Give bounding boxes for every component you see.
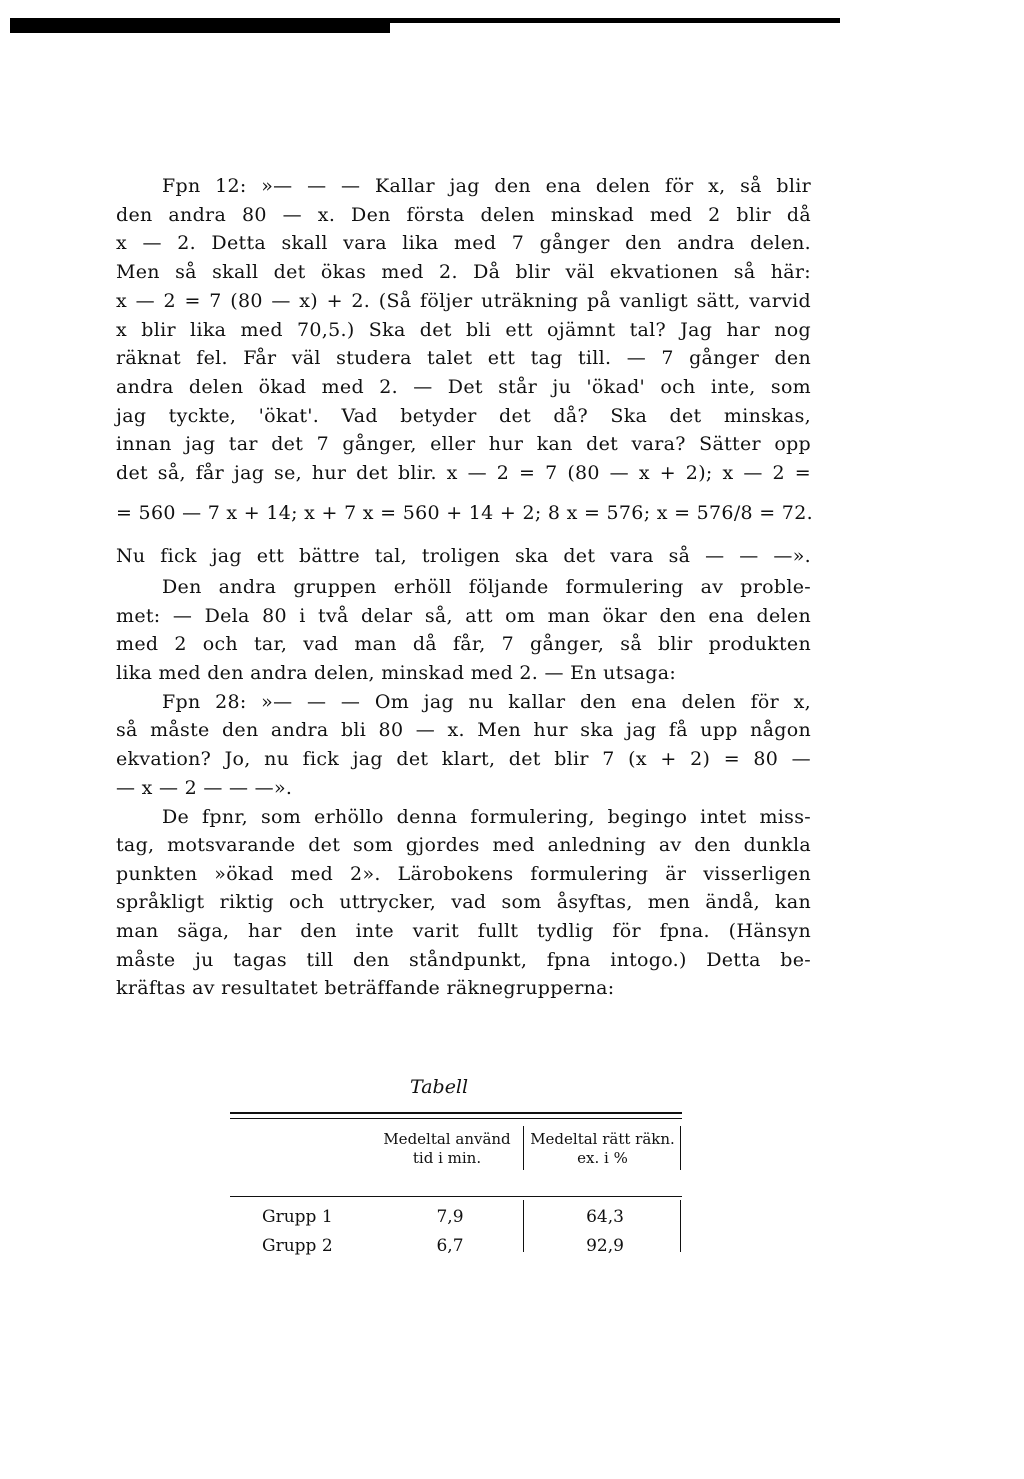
text-line: så måste den andra bli 80 — x. Men hur ska jag få upp någon	[116, 719, 811, 741]
text-line: med 2 och tar, vad man då får, 7 gånger, så blir produkten	[116, 633, 811, 655]
col-header-time-line1: Medeltal använd	[383, 1130, 511, 1148]
col-header-time-line2: tid i min.	[412, 1149, 482, 1167]
table-col-divider	[680, 1126, 681, 1170]
text-line: lika med den andra delen, minskad med 2. — En utsaga:	[116, 662, 677, 684]
text-line: andra delen ökad med 2. — Det står ju 'ökad' och inte, som	[116, 376, 811, 398]
text-line: innan jag tar det 7 gånger, eller hur kan det vara? Sätter opp	[116, 433, 811, 455]
col-header-time	[372, 1130, 522, 1168]
col-header-percent-line1: Medeltal rätt räkn.	[530, 1130, 675, 1148]
table-header-rule	[230, 1196, 682, 1197]
row-label: Grupp 2	[262, 1236, 333, 1256]
table-col-divider	[523, 1200, 524, 1252]
row-percent: 64,3	[586, 1207, 624, 1227]
text-line: språkligt riktig och uttrycker, vad som åsyftas, men ändå, kan	[116, 891, 811, 913]
text-line: x blir lika med 70,5.) Ska det bli ett ojämnt tal? Jag har nog	[116, 319, 811, 341]
text-line: Fpn 28: »— — — Om jag nu kallar den ena delen för x,	[162, 691, 811, 713]
text-line: måste ju tagas till den ståndpunkt, fpna intogo.) Detta be-	[116, 949, 811, 971]
text-line: den andra 80 — x. Den första delen minskad med 2 blir då	[116, 204, 811, 226]
row-time: 6,7	[436, 1236, 464, 1256]
table-top-rule-2	[230, 1118, 682, 1119]
table-col-divider	[523, 1126, 524, 1170]
row-percent: 92,9	[586, 1236, 624, 1256]
text-line: tag, motsvarande det som gjordes med anledning av den dunkla	[116, 834, 811, 856]
text-line: De fpnr, som erhöllo denna formulering, begingo intet miss-	[162, 806, 811, 828]
text-line: punkten »ökad med 2». Lärobokens formulering är visserligen	[116, 863, 811, 885]
col-header-percent	[525, 1130, 680, 1168]
text-line: ekvation? Jo, nu fick jag det klart, det blir 7 (x + 2) = 80 —	[116, 748, 811, 770]
col-header-percent-line2: ex. i %	[577, 1149, 628, 1167]
text-line: x — 2. Detta skall vara lika med 7 gånger den andra delen.	[116, 232, 811, 254]
text-line: det så, får jag se, hur det blir. x — 2 = 7 (80 — x + 2); x — 2 =	[116, 462, 811, 484]
row-time: 7,9	[436, 1207, 464, 1227]
text-line: kräftas av resultatet beträffande räknegrupperna:	[116, 977, 615, 999]
text-line: man säga, har den inte varit fullt tydlig för fpna. (Hänsyn	[116, 920, 811, 942]
text-line: Men så skall det ökas med 2. Då blir väl ekvationen så här:	[116, 261, 811, 283]
text-line: räknat fel. Får väl studera talet ett tag till. — 7 gånger den	[116, 347, 811, 369]
row-label: Grupp 1	[262, 1207, 333, 1227]
top-bar-thick	[10, 23, 390, 33]
text-line: met: — Dela 80 i två delar så, att om man ökar den ena delen	[116, 605, 811, 627]
text-line: Den andra gruppen erhöll följande formulering av proble-	[162, 576, 811, 598]
table-caption: Tabell	[410, 1076, 469, 1098]
equation-line: = 560 — 7 x + 14; x + 7 x = 560 + 14 + 2; 8 x = 576; x = 576/8 = 72.	[116, 502, 813, 524]
table-col-divider	[680, 1200, 681, 1252]
text-line: — x — 2 — — —».	[116, 777, 293, 799]
text-line: Nu fick jag ett bättre tal, troligen ska det vara så — — —».	[116, 545, 811, 567]
table-top-rule	[230, 1112, 682, 1114]
text-line: jag tyckte, 'ökat'. Vad betyder det då? Ska det minskas,	[116, 405, 811, 427]
text-line: x — 2 = 7 (80 — x) + 2. (Så följer uträkning på vanligt sätt, varvid	[116, 290, 811, 312]
text-line: Fpn 12: »— — — Kallar jag den ena delen för x, så blir	[162, 175, 811, 197]
